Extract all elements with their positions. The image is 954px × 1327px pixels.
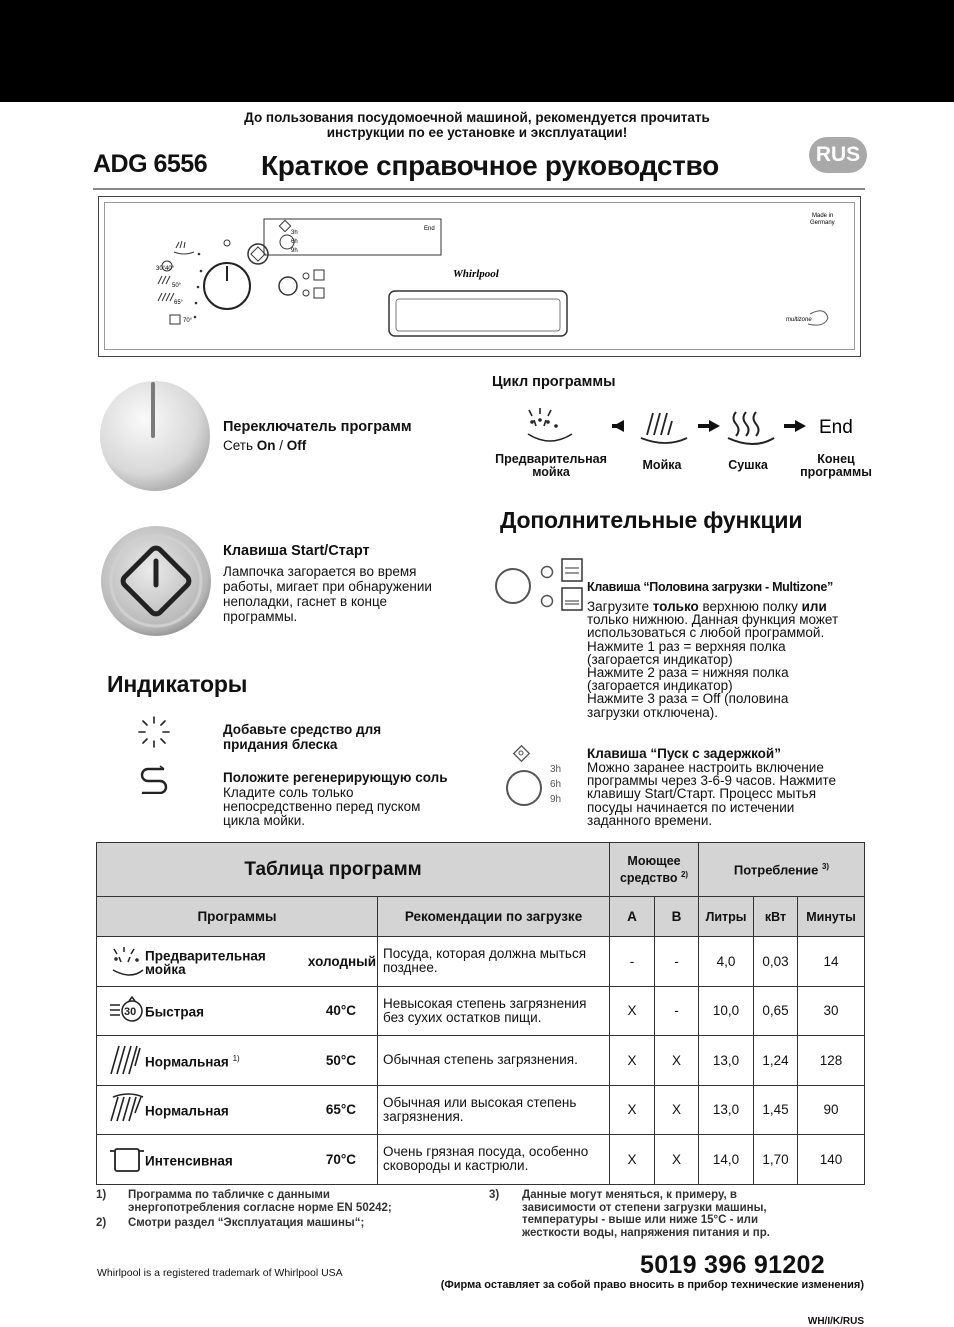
program-temperature: холодный <box>307 953 376 969</box>
prewash-icon <box>97 944 145 979</box>
svg-text:9h: 9h <box>550 794 562 805</box>
detergent-a: X <box>610 1085 655 1135</box>
svg-text:9h: 9h <box>291 248 298 254</box>
panel-brand-logo: Whirlpool <box>453 268 499 280</box>
program-temperature: 50°C <box>325 1052 356 1068</box>
minutes: 140 <box>798 1135 865 1185</box>
table-row <box>97 1085 865 1135</box>
intro-notice: До пользования посудомоечной машиной, рекомендуется прочитать инструкции по ее установке и эксплуатации! <box>244 110 710 140</box>
program-name: Быстрая <box>145 1004 204 1020</box>
panel-temp-65: 65° <box>174 300 184 306</box>
table-row <box>97 986 865 1036</box>
cycle-step-dry: Сушка <box>728 458 768 472</box>
detergent-a: - <box>610 937 655 987</box>
detergent-header: Моющее средство $^{2)}$ <box>610 843 699 897</box>
minutes: 30 <box>798 986 865 1036</box>
panel-temp-70: 70° <box>183 318 193 324</box>
footnote-1: Программа по табличке с данными энергопотребления согласне норме EN 50242; <box>128 1189 392 1214</box>
program-temperature: 70°C <box>325 1151 356 1167</box>
table-row <box>97 1036 865 1086</box>
control-panel-drawing <box>98 196 861 357</box>
col-minutes: Минуты <box>798 897 865 937</box>
svg-text:3h: 3h <box>291 230 298 236</box>
program-temperature: 65°C <box>325 1102 356 1118</box>
dry-step-icon <box>728 412 774 444</box>
indicators-heading: Индикаторы <box>107 671 248 697</box>
program-name: Нормальная $^{1)}$ <box>145 1053 240 1069</box>
liters: 14,0 <box>699 1135 754 1185</box>
svg-text:multizone: multizone <box>786 317 812 323</box>
extras-heading: Дополнительные функции <box>500 507 803 533</box>
kwh: 0,03 <box>754 937 798 987</box>
kwh: 1,70 <box>754 1135 798 1185</box>
wash-step-icon <box>641 413 687 443</box>
language-badge: RUS <box>809 137 867 173</box>
svg-text:Made in: Made in <box>812 213 834 219</box>
rinse-aid-text: Добавьте средство для придания блеска <box>223 722 382 752</box>
detergent-b: - <box>655 986 699 1036</box>
detergent-b: - <box>655 937 699 987</box>
delay-button-icon <box>502 742 572 808</box>
minutes: 128 <box>798 1036 865 1086</box>
col-b: B <box>655 897 699 937</box>
col-kwh: кВт <box>754 897 798 937</box>
disclaimer: (Фирма оставляет за собой право вносить в прибор технические изменения) <box>440 1279 864 1291</box>
detergent-b: X <box>655 1135 699 1185</box>
page-title: Краткое справочное руководство <box>261 150 719 181</box>
document-code: 5019 396 91202 <box>640 1251 825 1279</box>
program-name: Нормальная <box>145 1103 229 1119</box>
footnote-3: Данные могут меняться, к примеру, в зависимости от степени загрузки машины, температуры - выше или ниже 15°C - или жесткости воды, напряжения питания и пр. <box>522 1189 770 1239</box>
normal-50-icon <box>97 1042 145 1079</box>
detergent-a: X <box>610 986 655 1036</box>
normal-65-icon <box>97 1091 145 1128</box>
liters: 13,0 <box>699 1085 754 1135</box>
detergent-b: X <box>655 1085 699 1135</box>
kwh: 0,65 <box>754 986 798 1036</box>
quick-30-icon <box>97 993 145 1028</box>
footnote-2: Смотри раздел “Эксплуатация машины“; <box>128 1217 365 1229</box>
load-recommendation: Обычная или высокая степень загрязнения. <box>378 1085 610 1135</box>
program-knob-image <box>99 378 211 494</box>
region-code: WH/I/K/RUS <box>807 1316 864 1327</box>
cycle-step-prewash: Предварительная мойка <box>495 452 607 479</box>
start-description: Лампочка загорается во время работы, мигает при обнаружении неполадки, гаснет в конце программы. <box>223 564 432 624</box>
trademark-note: Whirlpool is a registered trademark of Whirlpool USA <box>97 1267 343 1279</box>
prewash-step-icon <box>528 408 572 441</box>
delay-description: Можно заранее настроить включение программы через 3-6-9 часов. Нажмите клавишу Start/Старт. Процесс мытья посуды начинается по истечении заданного времени. <box>587 760 837 828</box>
col-a: A <box>610 897 655 937</box>
program-name: Интенсивная <box>145 1153 233 1168</box>
liters: 10,0 <box>699 986 754 1036</box>
model-number: ADG 6556 <box>93 150 208 178</box>
salt-description: Кладите соль только непосредственно перед пуском цикла мойки. <box>223 785 421 828</box>
col-liters: Литры <box>699 897 754 937</box>
intensive-pot-icon <box>97 1141 145 1178</box>
svg-text:3h: 3h <box>550 764 562 775</box>
svg-text:End: End <box>424 226 435 232</box>
svg-text:6h: 6h <box>291 239 298 245</box>
program-name: Предварительная мойка <box>145 948 266 977</box>
cycle-heading: Цикл программы <box>492 374 616 390</box>
delay-title: Клавиша “Пуск с задержкой” <box>587 746 781 761</box>
cycle-icons <box>520 402 880 450</box>
salt-title: Положите регенерирующую соль <box>223 770 448 785</box>
title-divider <box>93 188 865 190</box>
selector-power-text: Сеть On / Off <box>223 438 307 453</box>
svg-text:30: 30 <box>124 1006 137 1019</box>
minutes: 90 <box>798 1085 865 1135</box>
salt-icon <box>137 764 171 794</box>
panel-temp-50: 50° <box>172 283 182 289</box>
half-load-title: Клавиша “Половина загрузки - Multizone” <box>587 580 833 594</box>
rinse-aid-icon <box>136 715 172 749</box>
detergent-b: X <box>655 1036 699 1086</box>
consumption-header: Потребление $^{3)}$ <box>699 843 865 897</box>
minutes: 14 <box>798 937 865 987</box>
program-temperature: 40°C <box>325 1003 356 1019</box>
col-programs: Программы <box>97 897 378 937</box>
load-recommendation: Невысокая степень загрязнения без сухих остатков пищи. <box>378 986 610 1036</box>
detergent-a: X <box>610 1036 655 1086</box>
load-recommendation: Обычная степень загрязнения. <box>378 1036 610 1086</box>
arrow-icon <box>612 420 806 432</box>
selector-title: Переключатель программ <box>223 419 412 435</box>
half-load-button-icon <box>493 556 587 614</box>
col-recommendations: Рекомендации по загрузке <box>378 897 610 937</box>
table-row <box>97 1135 865 1185</box>
detergent-a: X <box>610 1135 655 1185</box>
start-button-image <box>99 525 213 637</box>
cycle-step-wash: Мойка <box>642 458 682 472</box>
panel-temp-30-40: 30°40° <box>156 266 175 272</box>
table-row <box>97 937 865 987</box>
kwh: 1,24 <box>754 1036 798 1086</box>
svg-text:Germany: Germany <box>810 220 835 226</box>
kwh: 1,45 <box>754 1085 798 1135</box>
liters: 13,0 <box>699 1036 754 1086</box>
start-title: Клавиша Start/Старт <box>223 543 370 559</box>
load-recommendation: Очень грязная посуда, особенно сковороды и кастрюли. <box>378 1135 610 1185</box>
end-step-label: End <box>819 417 853 438</box>
program-table <box>96 842 865 1185</box>
top-black-bar <box>0 0 954 102</box>
cycle-step-end: Конец программы <box>800 452 872 479</box>
svg-text:6h: 6h <box>550 779 562 790</box>
liters: 4,0 <box>699 937 754 987</box>
load-recommendation: Посуда, которая должна мыться позднее. <box>378 937 610 987</box>
half-load-description: Загрузите только верхнюю полку или только нижнюю. Данная функция может использоваться с любой программой. Нажмите 1 раз = верхняя полка (загорается индикатор) Нажмите 2 раза = нижняя полка (загорается индикатор) Нажмите 3 раза = Off (половина загрузки отключена). <box>587 599 839 720</box>
table-title: Таблица программ <box>97 843 610 897</box>
